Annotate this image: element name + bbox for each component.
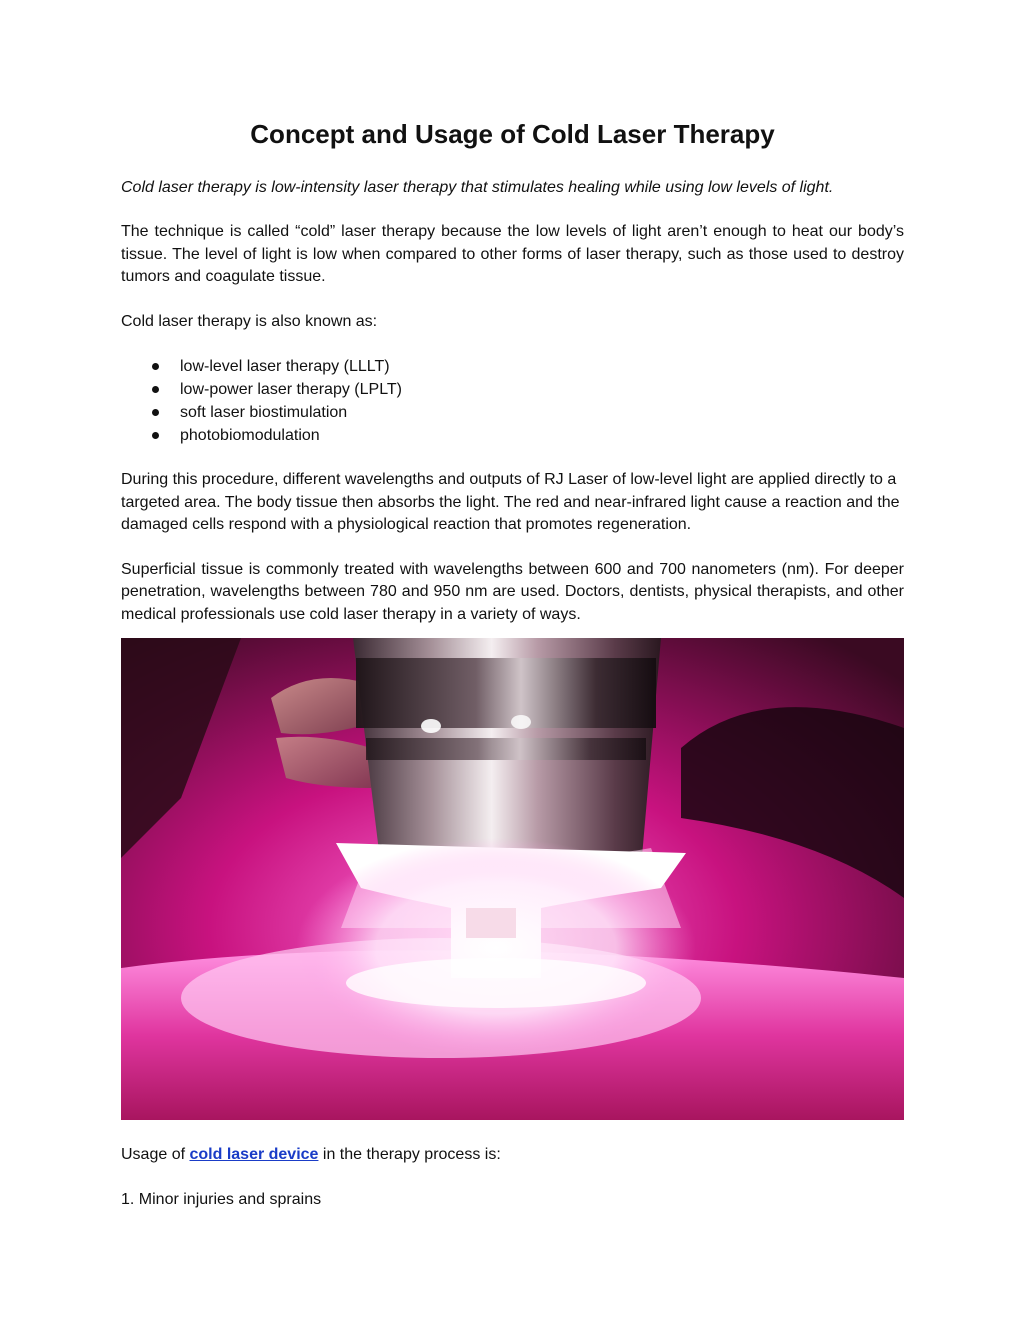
wavelengths-paragraph: Superficial tissue is commonly treated with wavelengths between 600 and 700 nanometers (nm). For deeper penetration, wavelengths between 780 and 950 nm are used. Doctors, dentists, physical therapists, and other medical professionals use cold laser therapy in a variety of ways. (121, 560, 904, 623)
technique-paragraph: The technique is called “cold” laser therapy because the low levels of light aren’t enough to heat our body’s tissue. The level of light is low when compared to other forms of laser therapy, such as those used to destroy tumors and coagulate tissue. (121, 223, 904, 285)
usage-paragraph (121, 1144, 904, 1167)
laser-therapy-photo (121, 638, 904, 1120)
aliases-list (121, 355, 904, 447)
list-item: low-level laser therapy (LLLT) (180, 355, 904, 378)
aka-heading: Cold laser therapy is also known as: (121, 312, 378, 330)
list-item: soft laser biostimulation (180, 401, 904, 424)
cold-laser-device-link[interactable]: cold laser device (189, 1146, 319, 1163)
document-page (121, 118, 904, 1233)
list-item: 1. Minor injuries and sprains (121, 1190, 322, 1208)
list-item: low-power laser therapy (LPLT) (180, 378, 904, 401)
list-item: photobiomodulation (180, 424, 904, 447)
usage-suffix: in the therapy process is: (318, 1146, 501, 1163)
procedure-paragraph: During this procedure, different wavelengths and outputs of RJ Laser of low-level light are applied directly to a targeted area. The body tissue then absorbs the light. The red and near-infrared light cause a reaction and the damaged cells respond with a physiological reaction that promotes regeneration. (121, 471, 900, 533)
usage-prefix: Usage of (121, 1146, 190, 1163)
intro-paragraph: Cold laser therapy is low-intensity laser therapy that stimulates healing while using low levels of light. (121, 178, 834, 196)
page-title: Concept and Usage of Cold Laser Therapy (250, 119, 775, 149)
